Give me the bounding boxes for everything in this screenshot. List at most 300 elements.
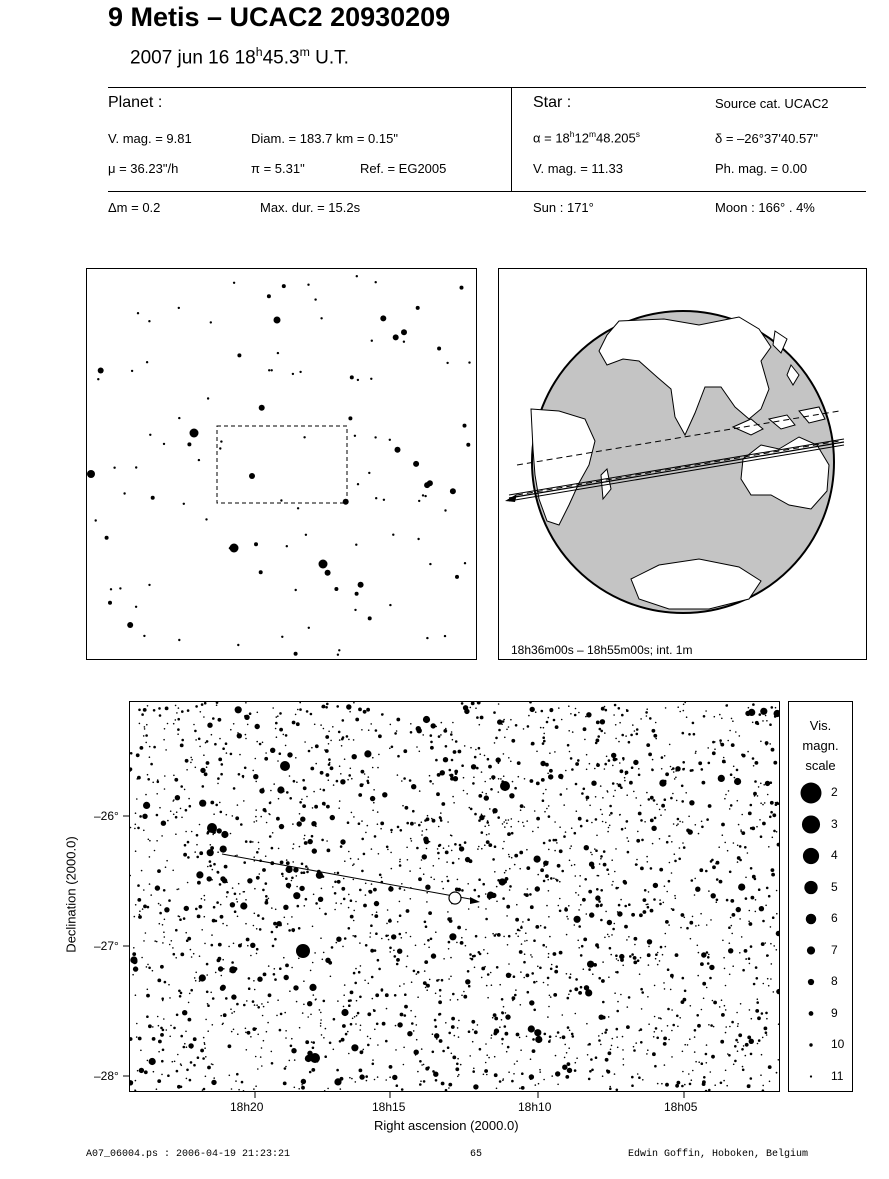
chart-star xyxy=(150,763,153,766)
chart-star xyxy=(750,1041,752,1043)
chart-star xyxy=(372,914,374,916)
chart-star xyxy=(443,757,448,762)
chart-star xyxy=(416,973,418,975)
chart-star xyxy=(596,739,600,743)
chart-star xyxy=(447,821,449,823)
chart-star xyxy=(427,939,430,942)
chart-star xyxy=(497,719,502,724)
chart-star xyxy=(519,930,521,932)
chart-star xyxy=(154,850,156,852)
chart-star xyxy=(535,1084,537,1086)
chart-star xyxy=(159,714,162,717)
chart-star xyxy=(256,948,259,951)
chart-star xyxy=(502,823,504,825)
chart-star xyxy=(441,979,444,982)
chart-star xyxy=(498,729,501,732)
chart-star xyxy=(683,710,685,712)
chart-star xyxy=(611,1045,613,1047)
chart-star xyxy=(197,881,201,885)
chart-star xyxy=(553,993,557,997)
chart-star xyxy=(438,1000,442,1004)
chart-star xyxy=(146,1015,149,1018)
chart-star xyxy=(450,834,452,836)
chart-star xyxy=(570,757,573,760)
chart-star xyxy=(675,766,680,771)
chart-star xyxy=(631,913,635,917)
chart-star xyxy=(528,1025,535,1032)
chart-star xyxy=(697,945,699,947)
chart-star xyxy=(204,1047,206,1049)
chart-star xyxy=(702,982,706,986)
chart-star xyxy=(452,722,454,724)
chart-star xyxy=(555,878,557,880)
chart-star xyxy=(601,979,605,983)
scale-label: 10 xyxy=(831,1037,845,1051)
chart-star xyxy=(190,757,192,759)
chart-star xyxy=(181,739,184,742)
chart-star xyxy=(196,844,198,846)
chart-star xyxy=(776,1072,778,1074)
chart-star xyxy=(600,858,602,860)
chart-star xyxy=(361,870,364,873)
chart-star xyxy=(255,1085,257,1087)
chart-star xyxy=(734,778,741,785)
chart-star xyxy=(613,714,615,716)
chart-star xyxy=(389,1065,393,1069)
chart-star xyxy=(270,748,275,753)
chart-star xyxy=(659,809,661,811)
chart-star xyxy=(676,800,678,802)
chart-star xyxy=(382,1022,386,1026)
chart-star xyxy=(293,843,295,845)
chart-star xyxy=(457,1027,459,1029)
chart-star xyxy=(657,964,659,966)
chart-star xyxy=(467,970,470,973)
chart-star xyxy=(484,826,486,828)
chart-star xyxy=(611,753,616,758)
chart-star xyxy=(498,703,500,705)
chart-star xyxy=(180,1086,183,1089)
chart-star xyxy=(295,757,297,759)
chart-star xyxy=(234,1011,236,1013)
chart-star xyxy=(191,831,193,833)
chart-star xyxy=(306,871,309,874)
chart-star xyxy=(754,780,757,783)
chart-star xyxy=(566,934,568,936)
chart-star xyxy=(555,965,558,968)
chart-star xyxy=(460,941,464,945)
chart-star xyxy=(296,875,298,877)
chart-star xyxy=(262,1015,264,1017)
chart-star xyxy=(397,1022,402,1027)
chart-star xyxy=(706,1044,708,1046)
chart-star xyxy=(553,719,556,722)
chart-star xyxy=(547,879,549,881)
chart-star xyxy=(263,1006,265,1008)
chart-star xyxy=(212,717,215,720)
chart-star xyxy=(377,959,380,962)
chart-star xyxy=(492,775,496,779)
chart-star xyxy=(439,989,442,992)
chart-star xyxy=(466,793,468,795)
chart-star xyxy=(601,707,605,711)
chart-star xyxy=(515,933,517,935)
chart-star xyxy=(245,1028,247,1030)
chart-star xyxy=(365,832,367,834)
chart-star xyxy=(492,858,495,861)
chart-star xyxy=(282,875,284,877)
chart-star xyxy=(469,807,471,809)
chart-star xyxy=(389,951,391,953)
chart-star xyxy=(589,1070,592,1073)
chart-star xyxy=(458,858,460,860)
chart-star xyxy=(419,1083,422,1086)
chart-star xyxy=(440,819,443,822)
chart-star xyxy=(767,794,769,796)
y-tick-label: –26° xyxy=(94,809,119,823)
chart-star xyxy=(580,954,583,957)
chart-star xyxy=(349,711,351,713)
chart-star xyxy=(768,846,770,848)
chart-star xyxy=(487,892,494,899)
chart-star xyxy=(413,1030,415,1032)
chart-star xyxy=(325,1028,327,1030)
chart-star xyxy=(579,885,581,887)
chart-star xyxy=(769,816,772,819)
chart-star xyxy=(348,1004,351,1007)
chart-star xyxy=(381,989,384,992)
chart-star xyxy=(755,721,759,725)
chart-star xyxy=(421,1064,423,1066)
chart-star xyxy=(749,963,751,965)
chart-star xyxy=(668,880,671,883)
chart-star xyxy=(679,1017,681,1019)
chart-star xyxy=(732,720,734,722)
finder-star xyxy=(237,353,241,357)
chart-star xyxy=(488,833,490,835)
chart-star xyxy=(463,790,465,792)
chart-star xyxy=(130,827,131,829)
chart-star xyxy=(672,908,675,911)
chart-star xyxy=(547,984,549,986)
chart-star xyxy=(205,1019,207,1021)
chart-star xyxy=(359,1069,363,1073)
chart-star xyxy=(394,955,397,958)
chart-star xyxy=(478,794,482,798)
chart-star xyxy=(612,765,614,767)
chart-star xyxy=(703,715,706,718)
chart-star xyxy=(312,962,314,964)
chart-star xyxy=(292,823,294,825)
chart-star xyxy=(450,917,452,919)
chart-star xyxy=(265,901,269,905)
chart-star xyxy=(689,1083,692,1086)
chart-star xyxy=(695,824,697,826)
chart-star xyxy=(747,852,749,854)
chart-star xyxy=(202,1057,205,1060)
chart-star xyxy=(604,732,606,734)
chart-star xyxy=(762,804,764,806)
chart-star xyxy=(488,843,492,847)
finder-star xyxy=(418,500,420,502)
chart-star xyxy=(137,827,140,830)
chart-star xyxy=(548,916,550,918)
chart-star xyxy=(609,1086,611,1088)
chart-star xyxy=(312,989,314,991)
chart-star xyxy=(416,847,419,850)
chart-star xyxy=(767,955,769,957)
chart-star xyxy=(443,958,445,960)
chart-star xyxy=(737,1023,739,1025)
chart-star xyxy=(501,1019,503,1021)
chart-star xyxy=(471,702,475,705)
chart-star xyxy=(591,865,595,869)
chart-star xyxy=(478,846,480,848)
chart-star xyxy=(737,1050,739,1052)
chart-star xyxy=(212,1064,214,1066)
chart-star xyxy=(755,761,759,765)
chart-star xyxy=(588,890,592,894)
chart-star xyxy=(364,773,366,775)
chart-star xyxy=(679,711,681,713)
chart-star xyxy=(268,813,270,815)
chart-star xyxy=(654,1031,656,1033)
chart-star xyxy=(231,1031,233,1033)
chart-star xyxy=(688,733,691,736)
chart-star xyxy=(601,814,603,816)
chart-star xyxy=(147,1060,149,1062)
chart-star xyxy=(567,918,569,920)
chart-star xyxy=(501,780,504,783)
chart-star xyxy=(483,1074,485,1076)
chart-star xyxy=(739,735,741,737)
chart-star xyxy=(479,953,482,956)
chart-star xyxy=(476,767,479,770)
chart-star xyxy=(175,719,177,721)
chart-star xyxy=(486,1054,488,1056)
chart-star xyxy=(142,908,144,910)
chart-star xyxy=(224,865,228,869)
chart-star xyxy=(193,1037,197,1041)
chart-star xyxy=(406,822,409,825)
chart-star xyxy=(534,1029,541,1036)
chart-star xyxy=(734,1045,737,1048)
chart-star xyxy=(212,1024,214,1026)
chart-star xyxy=(193,724,195,726)
chart-star xyxy=(351,778,353,780)
chart-star xyxy=(199,905,203,909)
chart-star xyxy=(461,702,464,705)
chart-star xyxy=(339,1040,342,1043)
chart-star xyxy=(386,846,389,849)
chart-star xyxy=(317,1061,319,1063)
chart-star xyxy=(657,952,659,954)
chart-star xyxy=(660,814,662,816)
x-tick-label: 18h10 xyxy=(518,1100,552,1114)
chart-star xyxy=(583,788,586,791)
chart-star xyxy=(247,724,249,726)
chart-star xyxy=(299,1027,301,1029)
chart-star xyxy=(387,849,389,851)
chart-star xyxy=(580,825,583,828)
chart-star xyxy=(347,821,350,824)
chart-star xyxy=(611,934,613,936)
chart-star xyxy=(403,749,407,753)
chart-star xyxy=(633,956,637,960)
chart-star xyxy=(423,1080,426,1083)
chart-star xyxy=(284,1067,287,1070)
chart-star xyxy=(331,946,334,949)
chart-star xyxy=(288,766,290,768)
chart-star xyxy=(475,707,477,709)
chart-star xyxy=(494,1017,498,1021)
chart-star xyxy=(572,1035,575,1038)
chart-star xyxy=(760,835,763,838)
chart-star xyxy=(180,992,183,995)
chart-star xyxy=(189,993,191,995)
finder-star xyxy=(281,636,283,638)
chart-star xyxy=(609,805,612,808)
chart-star xyxy=(674,778,676,780)
chart-star xyxy=(256,953,258,955)
chart-star xyxy=(529,1074,534,1079)
finder-star xyxy=(426,637,428,639)
chart-star xyxy=(424,839,429,844)
chart-star xyxy=(350,899,353,902)
chart-star xyxy=(526,1036,528,1038)
chart-star xyxy=(586,754,588,756)
chart-star xyxy=(320,937,322,939)
chart-star xyxy=(739,918,741,920)
chart-star xyxy=(256,928,258,930)
chart-star xyxy=(742,1069,745,1072)
chart-star xyxy=(728,926,731,929)
chart-star xyxy=(617,911,622,916)
chart-star xyxy=(487,953,489,955)
chart-star xyxy=(451,850,453,852)
chart-star xyxy=(180,1035,183,1038)
chart-star xyxy=(257,914,260,917)
chart-star xyxy=(510,826,512,828)
chart-star xyxy=(253,980,255,982)
chart-star xyxy=(243,891,245,893)
chart-star xyxy=(423,1064,425,1066)
chart-star xyxy=(720,743,724,747)
chart-star xyxy=(312,1047,315,1050)
chart-star xyxy=(770,811,773,814)
finder-star xyxy=(468,361,470,363)
chart-star xyxy=(687,1044,689,1046)
chart-star xyxy=(660,1018,662,1020)
chart-star xyxy=(160,1033,164,1037)
chart-star xyxy=(385,993,389,997)
chart-star xyxy=(216,704,218,706)
chart-star xyxy=(315,999,317,1001)
chart-star xyxy=(231,1012,233,1014)
chart-star xyxy=(633,961,637,965)
chart-star xyxy=(273,922,277,926)
chart-star xyxy=(271,907,273,909)
chart-star xyxy=(328,731,330,733)
chart-star xyxy=(467,883,469,885)
chart-star xyxy=(339,800,341,802)
chart-star xyxy=(343,994,345,996)
chart-star xyxy=(382,713,384,715)
chart-star xyxy=(315,763,317,765)
chart-star xyxy=(283,1082,287,1086)
chart-star xyxy=(138,709,141,712)
chart-star xyxy=(555,1055,557,1057)
chart-star xyxy=(686,716,688,718)
chart-star xyxy=(671,1056,673,1058)
chart-star xyxy=(506,729,508,731)
chart-star xyxy=(377,1044,379,1046)
chart-star xyxy=(451,1025,455,1029)
chart-star xyxy=(496,966,499,969)
chart-star xyxy=(163,739,165,741)
chart-star xyxy=(315,826,317,828)
chart-star xyxy=(617,960,619,962)
chart-star xyxy=(656,1037,659,1040)
chart-star xyxy=(725,1026,727,1028)
chart-star xyxy=(226,752,228,754)
chart-star xyxy=(736,907,741,912)
finder-star xyxy=(267,294,271,298)
chart-star xyxy=(196,834,199,837)
chart-star xyxy=(721,1013,725,1017)
chart-star xyxy=(256,1004,258,1006)
chart-star xyxy=(472,1029,474,1031)
chart-star xyxy=(606,790,608,792)
chart-star xyxy=(403,983,405,985)
chart-star xyxy=(452,739,454,741)
chart-star xyxy=(263,808,267,812)
chart-star xyxy=(670,989,672,991)
chart-star xyxy=(636,728,639,731)
chart-star xyxy=(283,734,285,736)
chart-star xyxy=(473,1068,475,1070)
chart-star xyxy=(302,817,304,819)
chart-star xyxy=(204,805,206,807)
chart-star xyxy=(591,822,593,824)
chart-star xyxy=(558,707,560,709)
chart-star xyxy=(618,741,620,743)
chart-star xyxy=(692,1070,694,1072)
chart-star xyxy=(135,812,137,814)
chart-star xyxy=(554,751,556,753)
chart-star xyxy=(701,826,704,829)
chart-star xyxy=(696,1014,699,1017)
chart-star xyxy=(697,975,699,977)
chart-star xyxy=(583,727,587,731)
chart-star xyxy=(610,812,613,815)
chart-star xyxy=(253,925,255,927)
chart-star xyxy=(202,785,205,788)
chart-star xyxy=(306,710,309,713)
chart-star xyxy=(279,924,282,927)
chart-star xyxy=(445,745,448,748)
chart-star xyxy=(155,885,160,890)
globe-panel xyxy=(498,268,867,660)
chart-star xyxy=(288,929,291,932)
chart-star xyxy=(254,1004,256,1006)
finder-star xyxy=(424,495,426,497)
chart-star xyxy=(730,804,733,807)
chart-star xyxy=(352,754,357,759)
chart-star xyxy=(323,1000,326,1003)
chart-star xyxy=(139,723,141,725)
chart-star xyxy=(602,1001,605,1004)
